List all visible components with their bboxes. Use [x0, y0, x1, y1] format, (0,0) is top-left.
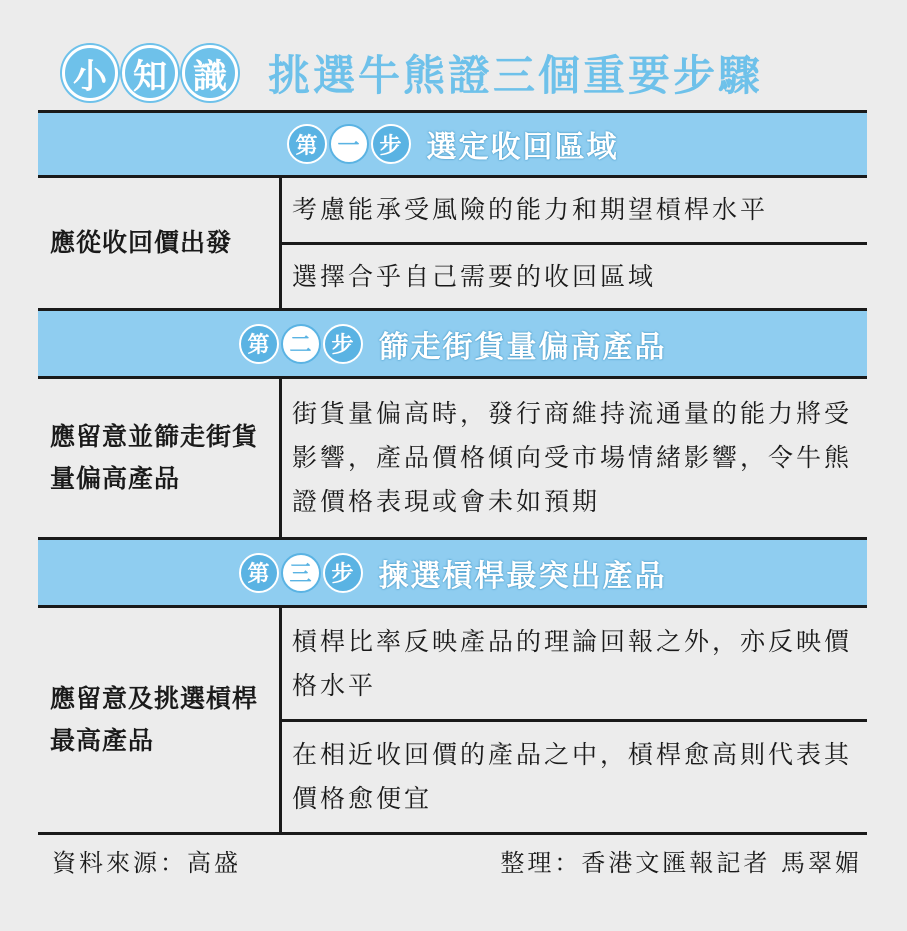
- step-3-badge: [239, 553, 365, 593]
- step-1-label: 應從收回價出發: [38, 178, 282, 308]
- step-3-row: [38, 608, 867, 835]
- badge-char: 小: [62, 45, 118, 101]
- step-1-header: [38, 110, 867, 178]
- step-3-detail: 槓桿比率反映產品的理論回報之外，亦反映價格水平: [292, 626, 853, 700]
- step-badge-char: 第: [287, 124, 327, 164]
- step-1-detail: 考慮能承受風險的能力和期望槓桿水平: [292, 195, 769, 224]
- footer: [52, 843, 862, 878]
- step-1-badge: [287, 124, 413, 164]
- step-badge-char: 三: [281, 553, 321, 593]
- step-2-header: [38, 311, 867, 379]
- step-badge-char: 第: [239, 324, 279, 364]
- step-3-title: 揀選槓桿最突出產品: [378, 558, 667, 594]
- step-1-detail: 選擇合乎自己需要的收回區域: [282, 242, 867, 308]
- step-badge-char: 第: [239, 553, 279, 593]
- step-badge-char: 一: [329, 124, 369, 164]
- page-title: 挑選牛熊證三個重要步驟: [268, 51, 764, 100]
- step-badge-char: 步: [323, 324, 363, 364]
- step-1-row: [38, 178, 867, 311]
- step-3-header: [38, 540, 867, 608]
- step-2-badge: [239, 324, 365, 364]
- steps-table: [38, 110, 867, 835]
- step-badge-char: 步: [371, 124, 411, 164]
- credit-note: 整理：香港文匯報記者 馬翠媚: [500, 849, 862, 877]
- source-note: 資料來源：高盛: [52, 849, 241, 877]
- step-badge-char: 二: [281, 324, 321, 364]
- infographic-header: [40, 38, 870, 108]
- step-3-detail: 在相近收回價的產品之中，槓桿愈高則代表其價格愈便宜: [282, 719, 867, 832]
- badge-char: 知: [122, 45, 178, 101]
- step-badge-char: 步: [323, 553, 363, 593]
- step-1-title: 選定收回區域: [426, 130, 619, 165]
- step-3-label: 應留意及挑選槓桿最高產品: [38, 608, 282, 832]
- step-2-details: [282, 379, 867, 537]
- step-2-title: 篩走街貨量偏高產品: [378, 329, 667, 365]
- knowledge-badge: [62, 45, 242, 101]
- badge-char: 識: [182, 45, 238, 101]
- step-1-details: [282, 178, 867, 308]
- step-3-details: [282, 608, 867, 832]
- step-2-label: 應留意並篩走街貨量偏高產品: [38, 379, 282, 537]
- step-2-detail: 街貨量偏高時，發行商維持流通量的能力將受影響，產品價格傾向受市場情緒影響，令牛熊證價格表現或會未如預期: [292, 399, 853, 516]
- step-2-row: [38, 379, 867, 540]
